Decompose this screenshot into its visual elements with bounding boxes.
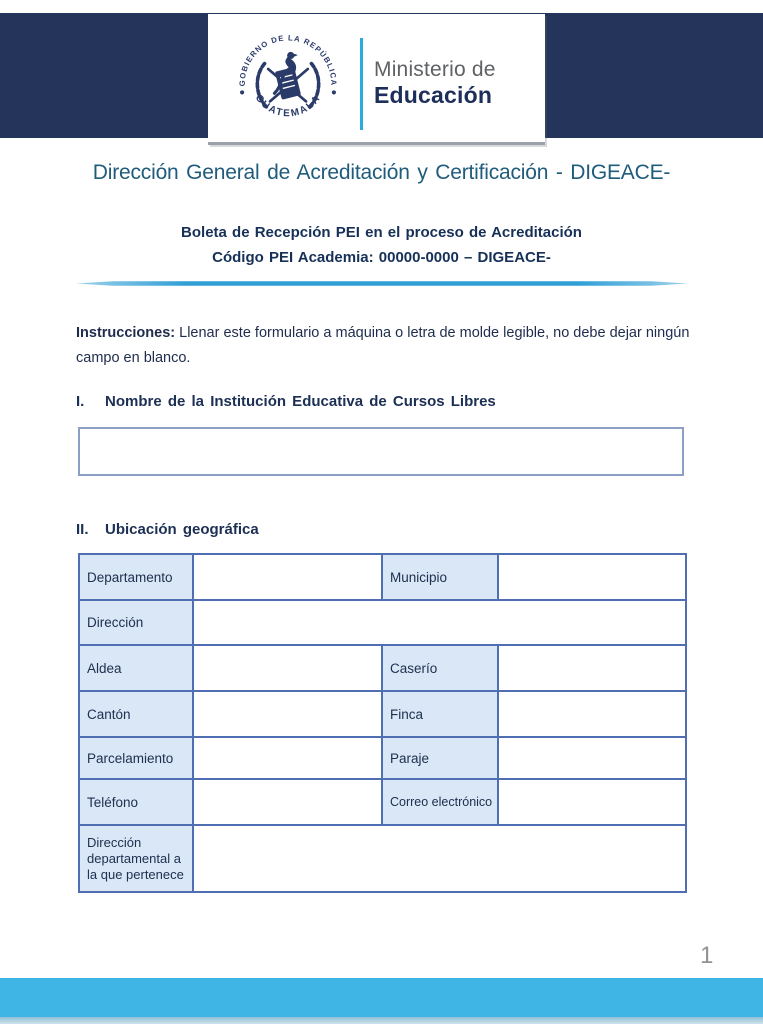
label-municipio: Municipio (382, 554, 498, 600)
header-rule (76, 281, 688, 286)
label-correo-electronico: Correo electrónico (382, 779, 498, 825)
label-departamento: Departamento (79, 554, 193, 600)
form-subtitle: Boleta de Recepción PEI en el proceso de Acreditación (181, 224, 582, 241)
table-row (79, 600, 686, 645)
table-row (79, 779, 686, 825)
ministry-wordmark-line2: Educación (374, 82, 493, 108)
field-correo-electronico[interactable] (498, 779, 686, 825)
field-canton[interactable] (193, 691, 382, 737)
logo-divider (360, 38, 363, 130)
table-row (79, 645, 686, 691)
table-row (79, 737, 686, 779)
label-aldea: Aldea (79, 645, 193, 691)
field-finca[interactable] (498, 691, 686, 737)
field-aldea[interactable] (193, 645, 382, 691)
label-caserio: Caserío (382, 645, 498, 691)
field-parcelamiento[interactable] (193, 737, 382, 779)
seal-bottom-text: GUATEMALA (252, 92, 324, 120)
field-municipio[interactable] (498, 554, 686, 600)
page-number: 1 (700, 942, 714, 969)
field-direccion[interactable] (193, 600, 686, 645)
field-direccion-departamental[interactable] (193, 825, 686, 892)
seal-top-text: GOBIERNO DE LA REPÚBLICA (237, 33, 339, 87)
mineduc-logo (208, 14, 545, 145)
label-telefono: Teléfono (79, 779, 193, 825)
ministry-wordmark-line1: Ministerio de (374, 58, 496, 81)
table-row (79, 825, 686, 892)
instructions-body: Llenar este formulario a máquina o letra de molde legible, no debe dejar ningún campo en blanco. (76, 324, 690, 366)
section-i-numeral: I. (76, 393, 85, 410)
form-code: Código PEI Academia: 00000-0000 – DIGEACE- (212, 249, 551, 266)
label-direccion-departamental: Dirección departamental a la que pertenece (79, 825, 193, 892)
table-row (79, 554, 686, 600)
section-ii-title: Ubicación geográfica (105, 521, 259, 538)
section-i-title: Nombre de la Institución Educativa de Cursos Libres (105, 393, 496, 410)
instructions-label: Instrucciones: (76, 324, 176, 341)
label-direccion: Dirección (79, 600, 193, 645)
table-row (79, 691, 686, 737)
label-parcelamiento: Parcelamiento (79, 737, 193, 779)
instructions-text (76, 321, 696, 371)
field-paraje[interactable] (498, 737, 686, 779)
section-i-heading (76, 393, 496, 410)
location-table (78, 553, 687, 893)
guatemala-seal-icon (234, 24, 342, 132)
label-canton: Cantón (79, 691, 193, 737)
section-ii-numeral: II. (76, 521, 89, 538)
institution-name-field[interactable] (78, 427, 684, 476)
footer-band (0, 978, 763, 1017)
label-paraje: Paraje (382, 737, 498, 779)
label-finca: Finca (382, 691, 498, 737)
field-caserio[interactable] (498, 645, 686, 691)
field-telefono[interactable] (193, 779, 382, 825)
section-ii-heading (76, 521, 259, 538)
footer-strip (0, 1017, 763, 1024)
page-title: Dirección General de Acreditación y Certificación - DIGEACE- (92, 161, 671, 184)
field-departamento[interactable] (193, 554, 382, 600)
